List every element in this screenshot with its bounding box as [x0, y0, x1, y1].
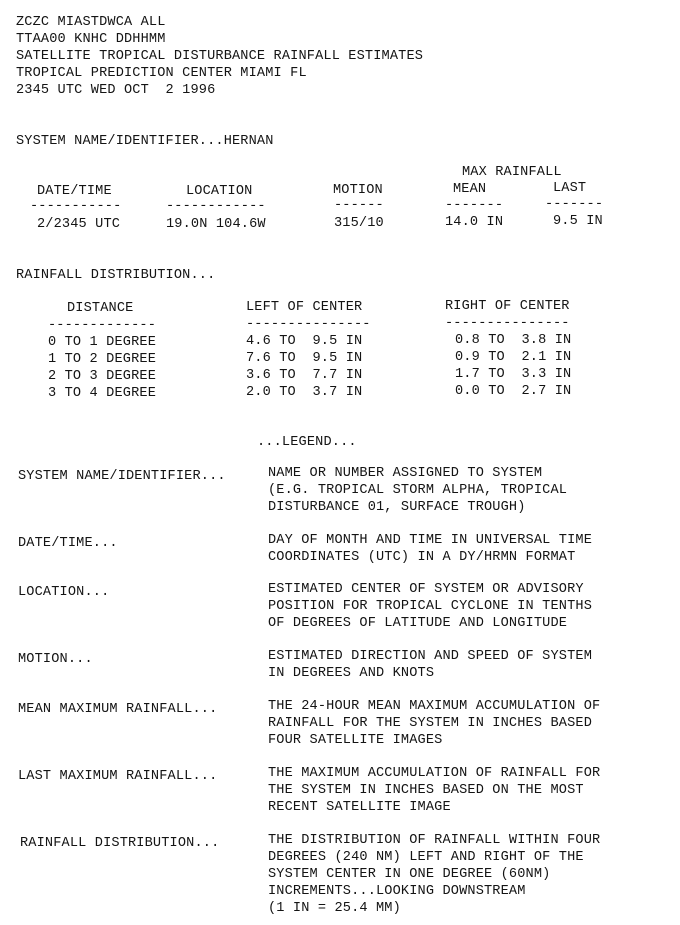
legend-def-line: (1 IN = 25.4 MM) [268, 901, 401, 916]
legend-term-location: LOCATION... [18, 585, 110, 600]
legend-term-mean-max-rainfall: MEAN MAXIMUM RAINFALL... [18, 702, 218, 717]
header-line-4: TROPICAL PREDICTION CENTER MIAMI FL [16, 66, 307, 81]
dash-mean: ------- [445, 198, 504, 213]
legend-def-line: INCREMENTS...LOOKING DOWNSTREAM [268, 884, 526, 899]
legend-def-line: COORDINATES (UTC) IN A DY/HRMN FORMAT [268, 550, 576, 565]
dist-header-distance: DISTANCE [67, 301, 134, 316]
legend-def-line: THE SYSTEM IN INCHES BASED ON THE MOST [268, 783, 584, 798]
dist-dash-right: --------------- [445, 316, 570, 331]
legend-def-line: POSITION FOR TROPICAL CYCLONE IN TENTHS [268, 599, 592, 614]
cell-date-time: 2/2345 UTC [37, 217, 121, 232]
legend-def-line: (E.G. TROPICAL STORM ALPHA, TROPICAL [268, 483, 568, 498]
dash-last: ------- [545, 197, 604, 212]
legend-def-line: DAY OF MONTH AND TIME IN UNIVERSAL TIME [268, 533, 592, 548]
dist-dash-distance: ------------- [48, 318, 156, 333]
legend-def-line: RECENT SATELLITE IMAGE [268, 800, 451, 815]
dist-header-right: RIGHT OF CENTER [445, 299, 570, 314]
legend-title: ...LEGEND... [257, 435, 357, 450]
col-header-location: LOCATION [186, 184, 253, 199]
legend-def-line: ESTIMATED DIRECTION AND SPEED OF SYSTEM [268, 649, 592, 664]
dist-row-2-right: 0.9 TO 2.1 IN [455, 350, 572, 365]
legend-term-system-name: SYSTEM NAME/IDENTIFIER... [18, 469, 226, 484]
dist-header-left: LEFT OF CENTER [246, 300, 363, 315]
legend-term-motion: MOTION... [18, 652, 93, 667]
dist-row-2-distance: 1 TO 2 DEGREE [48, 352, 156, 367]
dist-row-2-left: 7.6 TO 9.5 IN [246, 351, 363, 366]
legend-def-line: RAINFALL FOR THE SYSTEM IN INCHES BASED [268, 716, 592, 731]
distribution-title: RAINFALL DISTRIBUTION... [16, 268, 216, 283]
cell-location: 19.0N 104.6W [166, 217, 266, 232]
col-header-last: LAST [553, 181, 587, 196]
dist-row-4-left: 2.0 TO 3.7 IN [246, 385, 363, 400]
legend-def-line: OF DEGREES OF LATITUDE AND LONGITUDE [268, 616, 568, 631]
legend-term-last-max-rainfall: LAST MAXIMUM RAINFALL... [18, 769, 218, 784]
legend-term-rainfall-distribution: RAINFALL DISTRIBUTION... [20, 836, 220, 851]
col-header-date-time: DATE/TIME [37, 184, 112, 199]
header-line-1: ZCZC MIASTDWCA ALL [16, 15, 166, 30]
legend-def-line: THE 24-HOUR MEAN MAXIMUM ACCUMULATION OF [268, 699, 601, 714]
header-line-5: 2345 UTC WED OCT 2 1996 [16, 83, 216, 98]
dist-row-4-right: 0.0 TO 2.7 IN [455, 384, 572, 399]
dash-date-time: ----------- [30, 199, 122, 214]
cell-mean: 14.0 IN [445, 215, 504, 230]
dist-dash-left: --------------- [246, 317, 371, 332]
cell-last: 9.5 IN [553, 214, 603, 229]
header-line-3: SATELLITE TROPICAL DISTURBANCE RAINFALL ESTIMATES [16, 49, 424, 64]
legend-def-line: SYSTEM CENTER IN ONE DEGREE (60NM) [268, 867, 551, 882]
max-rainfall-header: MAX RAINFALL [462, 165, 562, 180]
dist-row-3-right: 1.7 TO 3.3 IN [455, 367, 572, 382]
dist-row-1-distance: 0 TO 1 DEGREE [48, 335, 156, 350]
legend-def-line: THE MAXIMUM ACCUMULATION OF RAINFALL FOR [268, 766, 601, 781]
dist-row-3-distance: 2 TO 3 DEGREE [48, 369, 156, 384]
col-header-mean: MEAN [453, 182, 487, 197]
legend-def-line: FOUR SATELLITE IMAGES [268, 733, 443, 748]
system-name: SYSTEM NAME/IDENTIFIER...HERNAN [16, 134, 274, 149]
legend-term-date-time: DATE/TIME... [18, 536, 118, 551]
col-header-motion: MOTION [333, 183, 383, 198]
legend-def-line: THE DISTRIBUTION OF RAINFALL WITHIN FOUR [268, 833, 601, 848]
cell-motion: 315/10 [334, 216, 384, 231]
legend-def-line: ESTIMATED CENTER OF SYSTEM OR ADVISORY [268, 582, 584, 597]
dist-row-1-right: 0.8 TO 3.8 IN [455, 333, 572, 348]
legend-def-line: DISTURBANCE 01, SURFACE TROUGH) [268, 500, 526, 515]
dist-row-1-left: 4.6 TO 9.5 IN [246, 334, 363, 349]
legend-def-line: IN DEGREES AND KNOTS [268, 666, 435, 681]
legend-def-line: DEGREES (240 NM) LEFT AND RIGHT OF THE [268, 850, 584, 865]
header-line-2: TTAA00 KNHC DDHHMM [16, 32, 166, 47]
dist-row-3-left: 3.6 TO 7.7 IN [246, 368, 363, 383]
dist-row-4-distance: 3 TO 4 DEGREE [48, 386, 156, 401]
dash-location: ------------ [166, 199, 266, 214]
dash-motion: ------ [334, 198, 384, 213]
legend-def-line: NAME OR NUMBER ASSIGNED TO SYSTEM [268, 466, 543, 481]
